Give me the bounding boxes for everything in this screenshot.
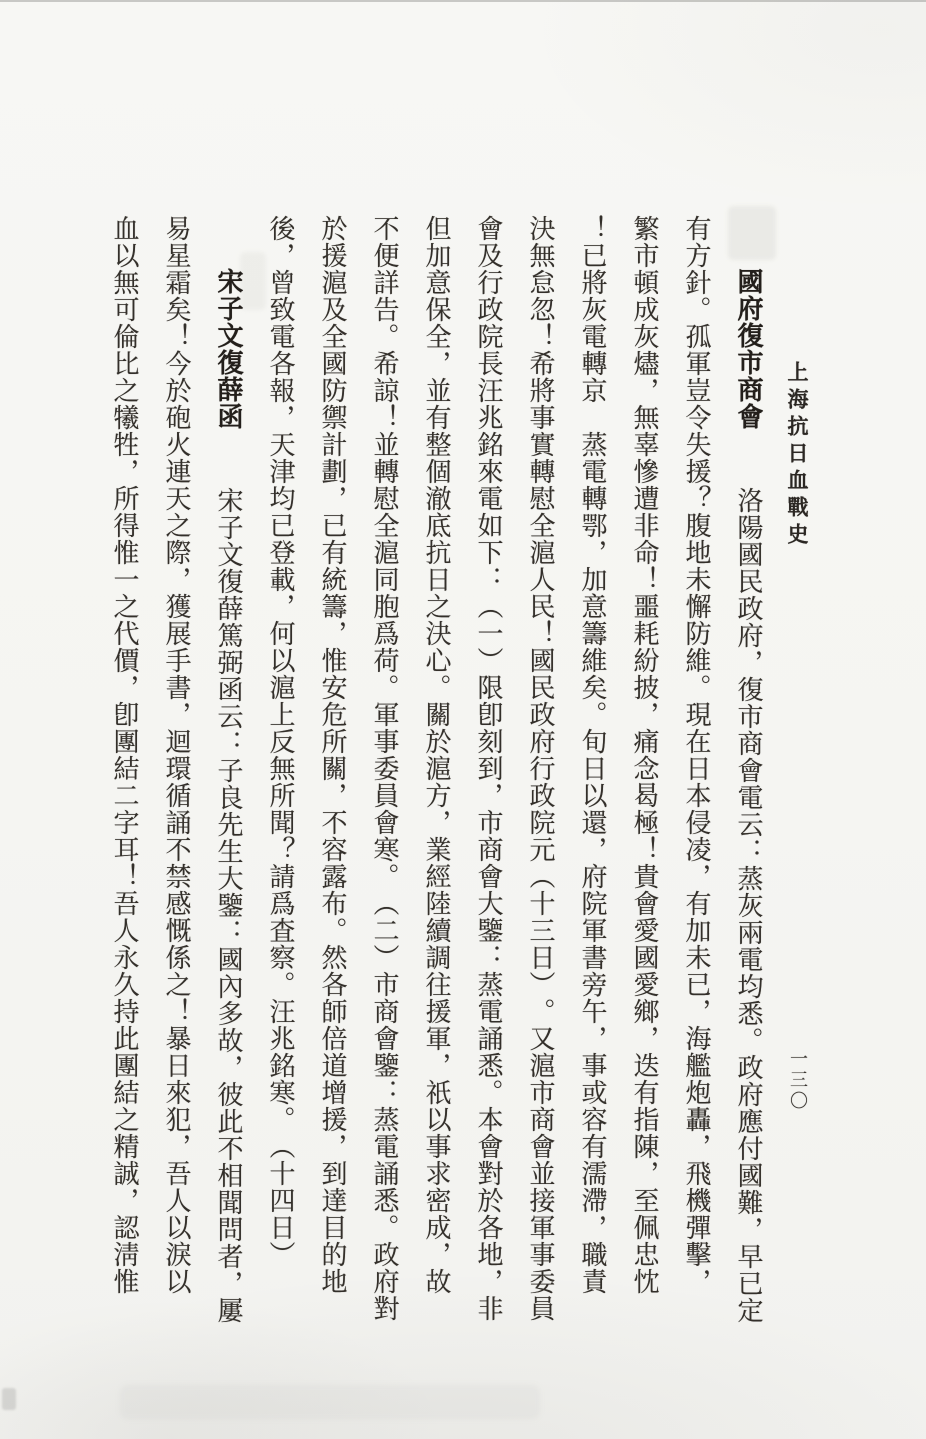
column-text: 決無怠忽！希將事實轉慰全滬人民！國民政府行政院元︵十三日︶。又滬市商會並接軍事委員 bbox=[525, 215, 555, 1322]
scan-smudge bbox=[120, 1385, 540, 1419]
column-text: 但加意保全，並有整個澈底抗日之決心。關於滬方，業經陸續調往援軍，祇以事求密成，故 bbox=[421, 215, 451, 1295]
scan-edge-line bbox=[0, 0, 926, 2]
column-text: 易星霜矣！今於砲火連天之際，獲展手書，迴環循誦不禁感慨係之！暴日來犯，吾人以淚以 bbox=[161, 215, 191, 1295]
text-column-11 bbox=[202, 215, 254, 1324]
text-column-6 bbox=[462, 215, 514, 1322]
text-column-4 bbox=[566, 215, 618, 1299]
column-text: 血以無可倫比之犧牲，所得惟一之代價，卽團結二字耳！吾人永久持此團結之精誠，認淸惟 bbox=[109, 215, 139, 1295]
column-text: 繁市頓成灰燼，無辜慘遭非命！噩耗紛披，痛念曷極！貴會愛國愛鄉，迭有指陳，至佩忠忱 bbox=[629, 215, 659, 1295]
text-column-10 bbox=[254, 215, 306, 1299]
text-column-13 bbox=[98, 215, 150, 1299]
scan-smudge bbox=[2, 1388, 16, 1410]
text-column-7 bbox=[410, 215, 462, 1299]
column-text: 於援滬及全國防禦計劃，已有統籌，惟安危所關，不容露布。然各師倍道增援，到達目的地 bbox=[317, 215, 347, 1295]
column-text: 洛陽國民政府，復市商會電云：蒸灰兩電均悉。政府應付國難，早已定 bbox=[733, 487, 763, 1324]
column-text: 不便詳告。希諒！並轉慰全滬同胞爲荷。軍事委員會寒。︵二︶市商會鑒：蒸電誦悉。政府對 bbox=[369, 215, 399, 1322]
column-text: 會及行政院長汪兆銘來電如下：︵一︶限卽刻到，市商會大鑒：蒸電誦悉。本會對於各地，非 bbox=[473, 215, 503, 1322]
column-text: 有方針。孤軍豈令失援？腹地未懈防維。現在日本侵凌，有加未已，海艦炮轟，飛機彈擊， bbox=[681, 215, 711, 1295]
text-column-1 bbox=[722, 215, 774, 1324]
column-text: 宋子文復薛篤弼函云：子良先生大鑒：國內多故，彼此不相聞問者，屢 bbox=[213, 487, 243, 1324]
column-text: ！已將灰電轉京 蒸電轉鄂，加意籌維矣。旬日以還，府院軍書旁午，事或容有濡滯，職責 bbox=[577, 215, 607, 1295]
text-column-2 bbox=[670, 215, 722, 1299]
folio-column bbox=[774, 215, 820, 1299]
text-column-9 bbox=[306, 215, 358, 1299]
column-text: 後，曾致電各報，天津均已登載，何以滬上反無所聞？請爲査察。汪兆銘寒。︵十四日︶ bbox=[265, 215, 295, 1268]
text-column-8 bbox=[358, 215, 410, 1322]
section-heading: 國府復市商會 bbox=[733, 268, 763, 430]
text-column-3 bbox=[618, 215, 670, 1299]
section-heading: 宋子文復薛函 bbox=[213, 268, 243, 430]
text-column-12 bbox=[150, 215, 202, 1299]
page-number: 一三〇 bbox=[787, 1049, 808, 1112]
running-title: 上海抗日血戰史 bbox=[785, 361, 810, 550]
page-text-block bbox=[98, 215, 820, 1324]
text-column-5 bbox=[514, 215, 566, 1322]
